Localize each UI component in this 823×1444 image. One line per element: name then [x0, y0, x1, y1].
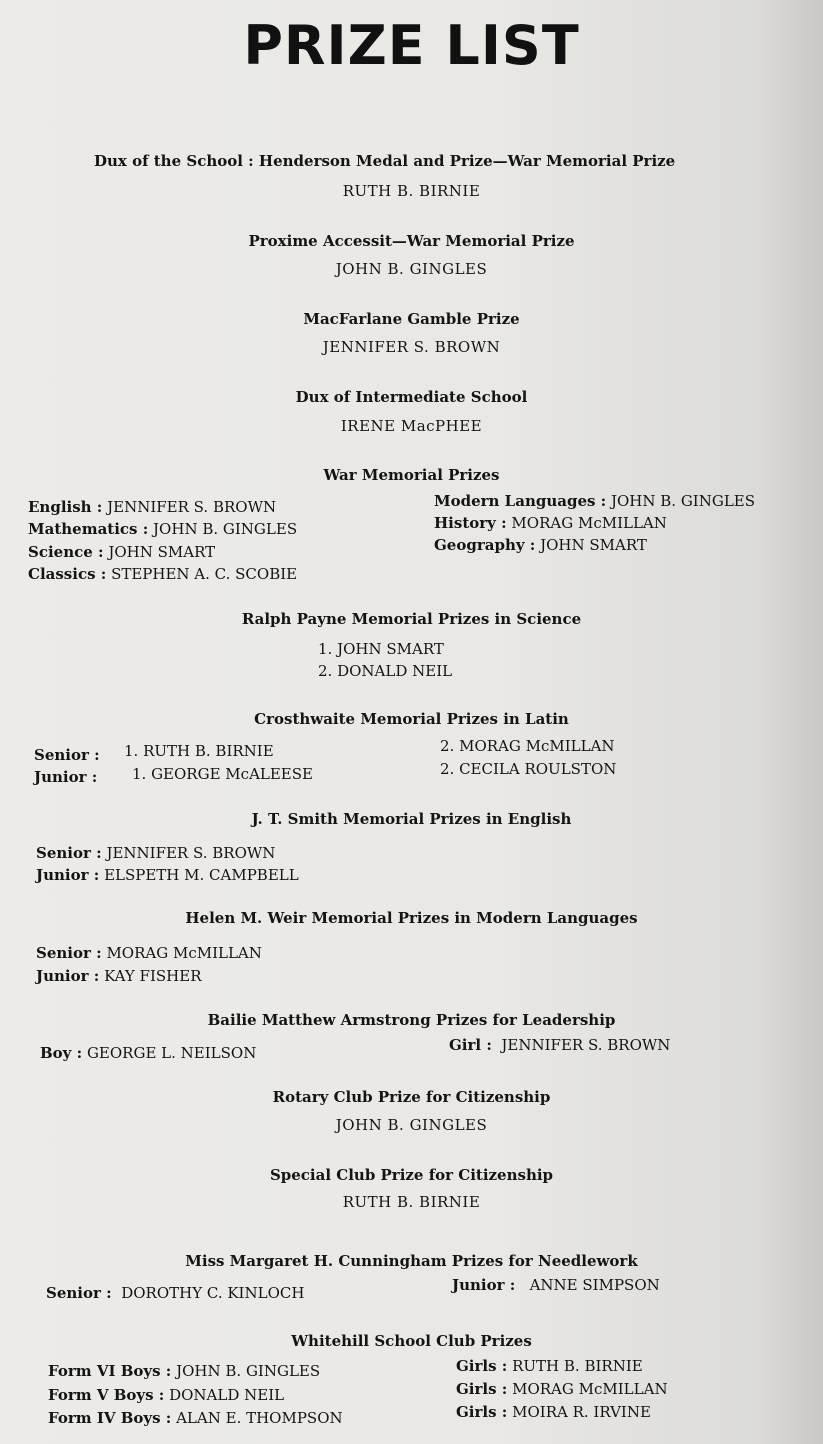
helen-weir-senior	[36, 944, 262, 962]
dux-school-winner: RUTH B. BIRNIE	[342, 182, 481, 200]
jt-smith-senior	[36, 844, 275, 862]
subject-label: Classics :	[28, 565, 107, 583]
boy-label: Boy :	[40, 1044, 83, 1062]
war-memorial-row	[28, 498, 276, 516]
whitehill-row-girls	[456, 1357, 643, 1375]
winner-name: JOHN SMART	[108, 543, 216, 561]
girl-label: Girls :	[456, 1380, 508, 1398]
war-memorial-row	[434, 536, 647, 554]
crosthwaite-heading: Crosthwaite Memorial Prizes in Latin	[254, 710, 569, 728]
helen-weir-junior	[36, 967, 202, 985]
winner-name: STEPHEN A. C. SCOBIE	[111, 565, 298, 583]
cunningham-senior	[46, 1284, 304, 1302]
senior-label: Senior :	[36, 944, 102, 962]
boy-winner: JOHN B. GINGLES	[176, 1362, 321, 1380]
subject-label: Science :	[28, 543, 104, 561]
war-memorial-heading: War Memorial Prizes	[323, 466, 500, 484]
form-label: Form V Boys :	[48, 1386, 165, 1404]
war-memorial-row	[28, 543, 215, 561]
jt-smith-junior	[36, 866, 299, 884]
dux-intermediate-heading: Dux of Intermediate School	[295, 388, 528, 406]
dux-intermediate-winner: IRENE MacPHEE	[340, 417, 483, 435]
boy-winner: GEORGE L. NEILSON	[86, 1044, 257, 1062]
senior-label: Senior :	[46, 1284, 112, 1302]
rotary-heading: Rotary Club Prize for Citizenship	[272, 1088, 551, 1106]
whitehill-row-boys	[48, 1362, 320, 1380]
subject-label: Geography :	[434, 536, 536, 554]
winner-name: JOHN B. GINGLES	[610, 492, 756, 510]
whitehill-row-girls	[456, 1403, 651, 1421]
girl-winner: RUTH B. BIRNIE	[512, 1357, 643, 1375]
boy-winner: DONALD NEIL	[169, 1386, 285, 1404]
cunningham-heading: Miss Margaret H. Cunningham Prizes for Needlework	[185, 1252, 638, 1270]
subject-label: Modern Languages :	[434, 492, 607, 510]
senior-winner: DOROTHY C. KINLOCH	[121, 1284, 305, 1302]
girl-label: Girl :	[449, 1036, 492, 1054]
crosthwaite-junior-2: 2. CECILA ROULSTON	[440, 760, 617, 778]
war-memorial-row	[434, 514, 667, 532]
crosthwaite-junior-1: 1. GEORGE McALEESE	[132, 765, 313, 783]
senior-label: Senior :	[36, 844, 102, 862]
crosthwaite-senior-2: 2. MORAG McMILLAN	[440, 737, 615, 755]
crosthwaite-junior-label: Junior :	[34, 768, 98, 786]
proxime-winner: JOHN B. GINGLES	[335, 260, 488, 278]
girl-winner: MOIRA R. IRVINE	[512, 1403, 651, 1421]
girl-label: Girls :	[456, 1357, 508, 1375]
girl-winner: JENNIFER S. BROWN	[501, 1036, 671, 1054]
whitehill-heading: Whitehill School Club Prizes	[291, 1332, 532, 1350]
helen-weir-heading: Helen M. Weir Memorial Prizes in Modern Languages	[185, 909, 638, 927]
girl-winner: MORAG McMILLAN	[512, 1380, 668, 1398]
armstrong-boy	[40, 1044, 256, 1062]
whitehill-row-boys	[48, 1409, 343, 1427]
boy-winner: ALAN E. THOMPSON	[176, 1409, 343, 1427]
winner-name: JENNIFER S. BROWN	[107, 498, 277, 516]
whitehill-row-boys	[48, 1386, 284, 1404]
junior-winner: KAY FISHER	[104, 967, 202, 985]
cunningham-junior	[452, 1276, 660, 1294]
junior-label: Junior :	[36, 866, 100, 884]
macfarlane-winner: JENNIFER S. BROWN	[322, 338, 501, 356]
war-memorial-row	[28, 565, 297, 583]
winner-name: JOHN SMART	[540, 536, 647, 554]
rotary-winner: JOHN B. GINGLES	[335, 1116, 488, 1134]
winner-name: JOHN B. GINGLES	[153, 520, 298, 538]
jt-smith-heading: J. T. Smith Memorial Prizes in English	[251, 810, 572, 828]
war-memorial-row	[434, 492, 755, 510]
junior-winner: ANNE SIMPSON	[529, 1276, 660, 1294]
whitehill-row-girls	[456, 1380, 668, 1398]
winner-name: MORAG McMILLAN	[511, 514, 667, 532]
crosthwaite-senior-label: Senior :	[34, 746, 100, 764]
senior-winner: JENNIFER S. BROWN	[106, 844, 276, 862]
junior-label: Junior :	[36, 967, 100, 985]
junior-winner: ELSPETH M. CAMPBELL	[104, 866, 299, 884]
ralph-payne-heading: Ralph Payne Memorial Prizes in Science	[241, 610, 582, 628]
crosthwaite-senior-1: 1. RUTH B. BIRNIE	[124, 742, 274, 760]
ralph-payne-second: 2. DONALD NEIL	[318, 662, 453, 680]
special-heading: Special Club Prize for Citizenship	[269, 1166, 554, 1184]
proxime-heading: Proxime Accessit—War Memorial Prize	[248, 232, 575, 250]
form-label: Form VI Boys :	[48, 1362, 172, 1380]
subject-label: History :	[434, 514, 507, 532]
macfarlane-heading: MacFarlane Gamble Prize	[303, 310, 520, 328]
armstrong-heading: Bailie Matthew Armstrong Prizes for Leadership	[207, 1011, 616, 1029]
dux-school-heading: Dux of the School : Henderson Medal and Prize—War Memorial Prize	[94, 152, 676, 170]
subject-label: Mathematics :	[28, 520, 149, 538]
girl-label: Girls :	[456, 1403, 508, 1421]
war-memorial-row	[28, 520, 297, 538]
special-winner: RUTH B. BIRNIE	[342, 1193, 481, 1211]
page-title: PRIZE LIST	[243, 14, 580, 77]
armstrong-girl	[449, 1036, 670, 1054]
ralph-payne-first: 1. JOHN SMART	[318, 640, 444, 658]
subject-label: English :	[28, 498, 103, 516]
junior-label: Junior :	[452, 1276, 516, 1294]
form-label: Form IV Boys :	[48, 1409, 172, 1427]
senior-winner: MORAG McMILLAN	[106, 944, 262, 962]
